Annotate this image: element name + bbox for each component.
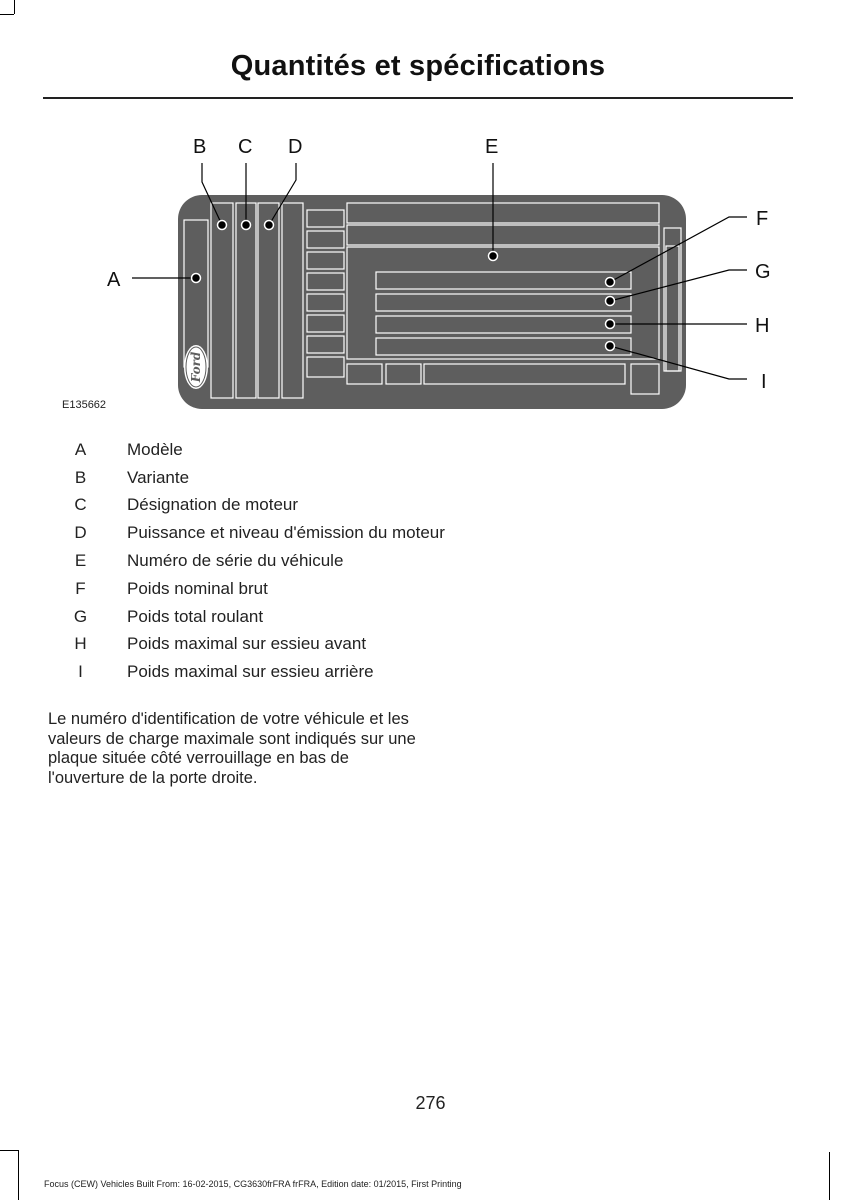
page-title: Quantités et spécifications xyxy=(230,50,606,82)
crop-mark xyxy=(18,1150,19,1200)
legend-item xyxy=(70,519,670,547)
legend-key: B xyxy=(74,467,87,487)
legend-item xyxy=(70,631,670,659)
figure-code: E135662 xyxy=(62,399,107,411)
callout-label-a: A xyxy=(107,269,121,291)
legend-item xyxy=(70,492,670,520)
legend-item xyxy=(70,464,670,492)
callout-dot-g xyxy=(606,297,615,306)
crop-mark xyxy=(0,1150,18,1151)
vin-plate-diagram xyxy=(0,0,861,420)
legend-text: Désignation de moteur xyxy=(127,495,299,515)
callout-dot-f xyxy=(606,278,615,287)
svg-text:Ford: Ford xyxy=(189,351,203,383)
ford-logo-icon xyxy=(184,345,208,389)
callout-dot-a xyxy=(192,274,201,283)
body-paragraph: Le numéro d'identification de votre véhicule et les valeurs de charge maximale sont indiqués sur une plaque située côté verrouillage en bas de l'ouverture de la porte droite. xyxy=(48,710,416,787)
crop-mark xyxy=(829,1152,830,1200)
callout-dot-i xyxy=(606,342,615,351)
legend-key: D xyxy=(74,523,87,543)
legend-text: Modèle xyxy=(127,439,183,459)
callout-label-b: B xyxy=(193,136,207,158)
legend-text: Poids nominal brut xyxy=(127,578,268,598)
legend-list xyxy=(70,436,670,686)
legend-key: A xyxy=(74,439,87,459)
callout-label-d: D xyxy=(288,136,303,158)
callout-dot-c xyxy=(242,221,251,230)
legend-key: I xyxy=(78,662,83,682)
callout-label-c: C xyxy=(238,136,253,158)
callout-label-h: H xyxy=(755,315,770,337)
callout-dot-e xyxy=(489,252,498,261)
legend-key: E xyxy=(74,551,87,571)
legend-text: Puissance et niveau d'émission du moteur xyxy=(127,523,445,543)
legend-item xyxy=(70,436,670,464)
footer-text: Focus (CEW) Vehicles Built From: 16-02-2015, CG3630frFRA frFRA, Edition date: 01/2015, First Printing xyxy=(44,1179,462,1189)
legend-text: Poids total roulant xyxy=(127,606,264,626)
legend-text: Variante xyxy=(127,467,190,487)
legend-item xyxy=(70,603,670,631)
legend-key: F xyxy=(75,578,86,598)
legend-key: C xyxy=(74,495,87,515)
legend-text: Poids maximal sur essieu arrière xyxy=(127,662,374,682)
legend-item xyxy=(70,575,670,603)
legend-text: Poids maximal sur essieu avant xyxy=(127,634,367,654)
legend-key: G xyxy=(73,606,88,626)
callout-label-f: F xyxy=(756,208,769,230)
callout-label-e: E xyxy=(485,136,499,158)
legend-key: H xyxy=(74,634,87,654)
page-number: 276 xyxy=(415,1093,446,1113)
callout-dot-h xyxy=(606,320,615,329)
legend-text: Numéro de série du véhicule xyxy=(127,551,344,571)
callout-dot-d xyxy=(265,221,274,230)
callout-label-g: G xyxy=(755,261,771,283)
legend-item xyxy=(70,658,670,686)
callout-label-i: I xyxy=(761,371,767,393)
legend-item xyxy=(70,547,670,575)
callout-dot-b xyxy=(218,221,227,230)
